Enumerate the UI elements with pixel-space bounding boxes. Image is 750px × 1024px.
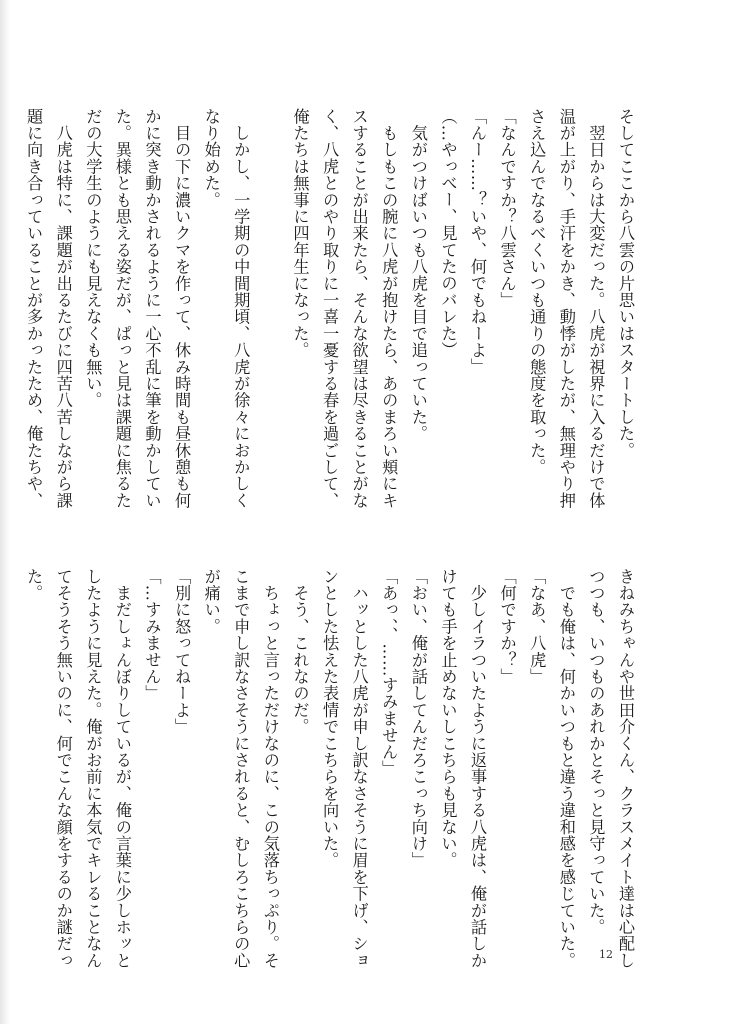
page-number: 12 <box>599 948 613 961</box>
text-line: そう、これなのだ。 <box>290 568 310 735</box>
text-line: 「別に怒ってねーよ」 <box>172 568 192 735</box>
text-line: 「んー……？いや、何でもねーよ」 <box>468 108 488 376</box>
text-line: 「何ですか？」 <box>497 568 517 685</box>
text-line: ハッとした八虎が申し訳なさそうに眉を下げ、ショ <box>349 568 369 969</box>
text-line: ちょっと言っただけなのに、この気落ちっぷり。そ <box>260 568 280 969</box>
text-line: けても手を止めないしこちらも見ない。 <box>438 568 458 869</box>
text-line: なり始めた。 <box>201 108 221 209</box>
text-line: ンとした怯えた表情でこちらを向いた。 <box>320 568 340 869</box>
text-line: しかし、一学期の中間期頃、八虎が徐々におかしく <box>231 108 251 509</box>
text-line: かに突き動かされるように一心不乱に筆を動かしてい <box>142 108 162 509</box>
text-line: こまで申し訳なさそうにされると、むしろこちらの心 <box>231 568 251 969</box>
text-line: が痛い。 <box>201 568 221 635</box>
text-line: もしもこの腕に八虎が抱けたら、あのまろい頬にキ <box>379 108 399 509</box>
text-line: 「なんですか？八雲さん」 <box>497 108 517 309</box>
text-line: た。異様とも思える姿だが、ぱっと見は課題に焦るた <box>112 108 132 509</box>
text-line: 気がつけばいつも八虎を目で追っていた。 <box>408 108 428 442</box>
text-line: スすることが出来たら、そんな欲望は尽きることがな <box>349 108 369 509</box>
text-line: 「なあ、八虎」 <box>527 568 547 685</box>
text-line: つつも、いつものあれかとそっと見守っていた。 <box>586 568 606 936</box>
text-line: きねみちゃんや世田介くん、クラスメイト達は心配し <box>616 568 635 969</box>
text-line: 翌日からは大変だった。八虎が視界に入るだけで体 <box>586 108 606 509</box>
text-line: 目の下に濃いクマを作って、休み時間も昼休憩も何 <box>172 108 192 509</box>
text-line: 題に向き合っていることが多かったため、俺たちや、 <box>24 108 44 509</box>
upper-text-block <box>19 108 640 509</box>
text-line: 少しイラついたように返事する八虎は、俺が話しか <box>468 568 488 969</box>
text-line: 俺たちは無事に四年生になった。 <box>290 108 310 359</box>
text-line: 温が上がり、手汗をかき、動悸がしたが、無理やり押 <box>556 108 576 509</box>
text-line: さえ込んでなるべくいつも通りの態度を取った。 <box>527 108 547 476</box>
page-edge-shadow <box>0 0 10 1024</box>
text-line: そしてここから八雲の片思いはスタートした。 <box>616 108 635 459</box>
text-line: 「あっ、、……すみません」 <box>379 568 399 777</box>
text-line: た。 <box>24 568 44 602</box>
text-line: 八虎は特に、課題が出るたびに四苦八苦しながら課 <box>53 108 73 509</box>
blank-line <box>255 108 285 468</box>
text-line: てそうそう無いのに、何でこんな顔をするのか謎だっ <box>53 568 73 969</box>
text-line: 「おい、俺が話してんだろこっち向け」 <box>408 568 428 869</box>
text-line: （…やっべー、見てたのバレた） <box>438 108 458 359</box>
text-line: く、八虎とのやり取りに一喜一憂する春を過ごして、 <box>320 108 340 509</box>
text-line: でも俺は、何かいつもと違う違和感を感じていた。 <box>556 568 576 969</box>
text-line: 「…すみません」 <box>142 568 162 702</box>
text-line: したように見えた。俺がお前に本気でキレることなん <box>83 568 103 969</box>
text-line: まだしょんぼりしているが、俺の言葉に少しホッと <box>112 568 132 969</box>
text-line: だの大学生のようにも見えなくも無い。 <box>83 108 103 409</box>
